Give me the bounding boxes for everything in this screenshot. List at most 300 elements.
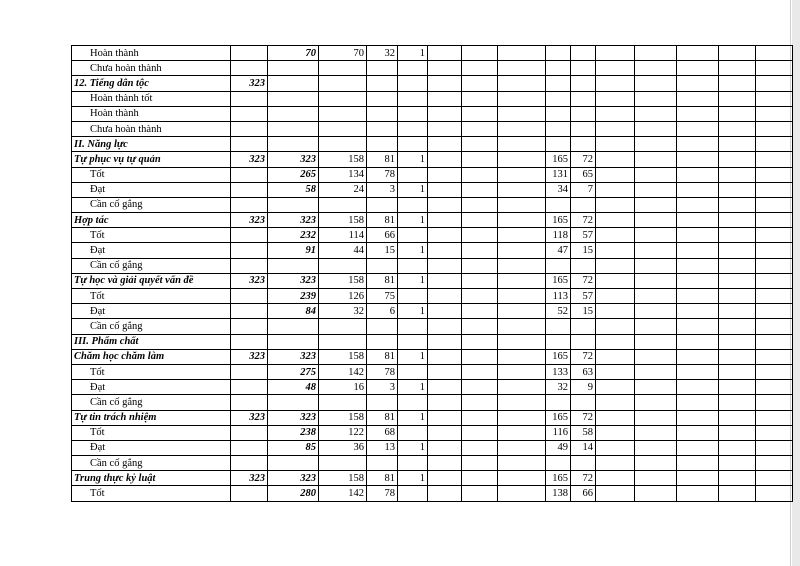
table-cell <box>635 91 677 106</box>
table-row <box>72 61 793 76</box>
table-cell: 1 <box>398 471 428 486</box>
table-cell <box>498 456 546 471</box>
table-cell <box>756 456 793 471</box>
table-cell <box>596 258 635 273</box>
row-label: Chưa hoàn thành <box>72 121 231 136</box>
table-cell <box>756 410 793 425</box>
table-cell <box>231 380 268 395</box>
table-cell <box>756 334 793 349</box>
table-cell <box>462 486 498 501</box>
table-cell: 14 <box>571 440 596 455</box>
table-cell <box>677 61 719 76</box>
table-cell <box>635 273 677 288</box>
row-label: Cần cố gắng <box>72 456 231 471</box>
table-row <box>72 425 793 440</box>
table-cell <box>498 121 546 136</box>
table-cell <box>756 486 793 501</box>
table-cell <box>756 167 793 182</box>
table-cell <box>462 213 498 228</box>
row-label: Cần cố gắng <box>72 319 231 334</box>
table-cell <box>462 456 498 471</box>
table-cell <box>428 106 462 121</box>
table-cell <box>462 46 498 61</box>
table-cell <box>498 76 546 91</box>
table-cell <box>462 258 498 273</box>
table-cell <box>677 182 719 197</box>
table-cell <box>756 182 793 197</box>
table-cell <box>462 380 498 395</box>
table-cell <box>677 456 719 471</box>
table-cell <box>635 121 677 136</box>
table-cell <box>498 425 546 440</box>
table-cell <box>398 364 428 379</box>
table-cell <box>677 334 719 349</box>
table-cell <box>462 197 498 212</box>
table-cell <box>398 395 428 410</box>
table-cell <box>596 121 635 136</box>
table-cell <box>398 137 428 152</box>
table-cell <box>231 395 268 410</box>
table-cell: 78 <box>367 364 398 379</box>
table-cell <box>677 167 719 182</box>
table-cell <box>498 410 546 425</box>
table-cell <box>462 410 498 425</box>
table-cell <box>635 440 677 455</box>
table-cell <box>231 456 268 471</box>
table-cell <box>367 319 398 334</box>
table-cell <box>398 61 428 76</box>
table-cell <box>319 258 367 273</box>
table-cell: 323 <box>231 273 268 288</box>
table-cell <box>677 486 719 501</box>
table-cell <box>498 228 546 243</box>
table-cell <box>677 349 719 364</box>
table-cell <box>719 228 756 243</box>
table-cell <box>719 258 756 273</box>
table-cell: 323 <box>231 349 268 364</box>
table-cell <box>428 197 462 212</box>
table-cell <box>231 121 268 136</box>
table-cell: 275 <box>268 364 319 379</box>
table-cell: 1 <box>398 304 428 319</box>
table-cell <box>719 61 756 76</box>
table-cell <box>462 289 498 304</box>
section-label: Hợp tác <box>72 213 231 228</box>
table-cell: 134 <box>319 167 367 182</box>
table-cell <box>462 395 498 410</box>
table-cell: 165 <box>546 273 571 288</box>
table-cell <box>635 486 677 501</box>
table-cell <box>635 334 677 349</box>
table-cell <box>428 167 462 182</box>
table-cell <box>677 197 719 212</box>
table-cell <box>677 364 719 379</box>
table-cell: 118 <box>546 228 571 243</box>
table-cell: 9 <box>571 380 596 395</box>
table-cell <box>635 106 677 121</box>
table-cell <box>231 258 268 273</box>
table-cell <box>635 289 677 304</box>
table-cell: 232 <box>268 228 319 243</box>
table-cell: 138 <box>546 486 571 501</box>
table-cell: 1 <box>398 182 428 197</box>
table-cell <box>498 61 546 76</box>
table-row <box>72 334 793 349</box>
row-label: Đạt <box>72 182 231 197</box>
table-cell: 280 <box>268 486 319 501</box>
table-cell <box>268 121 319 136</box>
table-cell <box>231 319 268 334</box>
table-cell <box>596 304 635 319</box>
table-cell <box>719 46 756 61</box>
table-cell <box>398 425 428 440</box>
table-cell <box>635 364 677 379</box>
table-cell <box>428 410 462 425</box>
table-cell <box>231 197 268 212</box>
table-cell <box>719 273 756 288</box>
table-cell <box>571 319 596 334</box>
table-cell <box>428 76 462 91</box>
table-cell <box>546 456 571 471</box>
table-cell <box>319 137 367 152</box>
table-cell <box>719 182 756 197</box>
table-cell <box>268 91 319 106</box>
table-body <box>72 46 793 502</box>
table-cell <box>428 213 462 228</box>
table-cell <box>398 228 428 243</box>
row-label: Đạt <box>72 380 231 395</box>
table-cell: 81 <box>367 273 398 288</box>
table-row <box>72 395 793 410</box>
table-cell: 114 <box>319 228 367 243</box>
table-cell <box>635 456 677 471</box>
table-cell: 72 <box>571 273 596 288</box>
table-cell: 66 <box>571 486 596 501</box>
table-cell: 34 <box>546 182 571 197</box>
table-cell: 265 <box>268 167 319 182</box>
table-cell <box>677 440 719 455</box>
statistics-table <box>71 45 793 502</box>
table-cell <box>462 440 498 455</box>
table-cell <box>462 167 498 182</box>
table-cell <box>719 213 756 228</box>
table-cell: 36 <box>319 440 367 455</box>
table-cell <box>596 167 635 182</box>
table-cell: 323 <box>268 471 319 486</box>
table-cell <box>719 197 756 212</box>
table-cell <box>635 410 677 425</box>
table-cell <box>719 425 756 440</box>
table-cell <box>319 319 367 334</box>
table-cell <box>635 304 677 319</box>
table-cell <box>677 91 719 106</box>
table-cell: 1 <box>398 380 428 395</box>
table-cell <box>756 76 793 91</box>
table-cell <box>498 364 546 379</box>
row-label: Tốt <box>72 167 231 182</box>
table-cell <box>756 440 793 455</box>
table-cell <box>498 258 546 273</box>
table-cell <box>596 334 635 349</box>
table-row <box>72 380 793 395</box>
table-cell <box>756 258 793 273</box>
table-cell: 165 <box>546 152 571 167</box>
table-cell <box>677 46 719 61</box>
table-cell <box>546 334 571 349</box>
table-cell <box>719 334 756 349</box>
table-cell <box>462 471 498 486</box>
table-cell <box>428 349 462 364</box>
table-cell: 323 <box>268 349 319 364</box>
table-cell: 113 <box>546 289 571 304</box>
table-row <box>72 76 793 91</box>
table-cell <box>596 425 635 440</box>
table-cell: 323 <box>268 410 319 425</box>
table-cell <box>428 182 462 197</box>
table-cell <box>231 61 268 76</box>
table-cell <box>756 152 793 167</box>
table-cell <box>398 334 428 349</box>
table-cell: 133 <box>546 364 571 379</box>
table-cell: 63 <box>571 364 596 379</box>
table-cell: 142 <box>319 364 367 379</box>
table-cell <box>462 334 498 349</box>
row-label: Hoàn thành tốt <box>72 91 231 106</box>
table-cell <box>635 152 677 167</box>
table-cell: 72 <box>571 410 596 425</box>
table-cell: 158 <box>319 273 367 288</box>
table-cell: 142 <box>319 486 367 501</box>
table-cell <box>498 471 546 486</box>
table-cell <box>756 228 793 243</box>
table-cell <box>462 152 498 167</box>
table-cell: 70 <box>319 46 367 61</box>
table-cell <box>596 91 635 106</box>
table-cell <box>398 289 428 304</box>
table-cell <box>677 395 719 410</box>
table-cell <box>635 46 677 61</box>
table-cell: 323 <box>231 471 268 486</box>
table-cell <box>635 380 677 395</box>
table-row <box>72 182 793 197</box>
table-cell: 72 <box>571 152 596 167</box>
table-cell: 81 <box>367 213 398 228</box>
table-row <box>72 349 793 364</box>
table-cell <box>462 304 498 319</box>
row-label: Tốt <box>72 289 231 304</box>
table-cell <box>719 364 756 379</box>
table-cell <box>319 334 367 349</box>
table-cell <box>231 182 268 197</box>
table-cell: 15 <box>571 304 596 319</box>
table-cell <box>367 137 398 152</box>
table-cell <box>428 380 462 395</box>
table-cell: 323 <box>268 273 319 288</box>
table-cell <box>462 364 498 379</box>
table-cell <box>367 121 398 136</box>
table-row <box>72 243 793 258</box>
table-cell <box>367 395 398 410</box>
table-cell: 78 <box>367 486 398 501</box>
table-cell: 6 <box>367 304 398 319</box>
table-cell <box>428 273 462 288</box>
table-cell <box>367 106 398 121</box>
table-cell <box>635 76 677 91</box>
table-cell <box>571 106 596 121</box>
table-cell: 239 <box>268 289 319 304</box>
table-cell <box>596 471 635 486</box>
table-cell <box>428 121 462 136</box>
table-cell: 70 <box>268 46 319 61</box>
table-cell <box>571 258 596 273</box>
table-cell <box>268 456 319 471</box>
table-cell <box>677 243 719 258</box>
table-cell <box>319 61 367 76</box>
table-row <box>72 121 793 136</box>
table-cell <box>498 46 546 61</box>
table-cell: 57 <box>571 228 596 243</box>
table-cell: 32 <box>319 304 367 319</box>
table-cell: 15 <box>571 243 596 258</box>
table-cell: 1 <box>398 440 428 455</box>
row-label: Cần cố gắng <box>72 395 231 410</box>
table-cell <box>571 61 596 76</box>
table-cell <box>596 410 635 425</box>
table-cell <box>268 197 319 212</box>
table-cell <box>719 349 756 364</box>
table-cell <box>596 137 635 152</box>
table-cell: 47 <box>546 243 571 258</box>
table-row <box>72 152 793 167</box>
table-cell <box>756 380 793 395</box>
table-cell <box>398 456 428 471</box>
table-cell <box>596 228 635 243</box>
table-cell <box>498 395 546 410</box>
section-label: Tự học và giải quyết vấn đề <box>72 273 231 288</box>
row-label: Hoàn thành <box>72 46 231 61</box>
table-cell: 323 <box>231 410 268 425</box>
table-row <box>72 137 793 152</box>
table-cell <box>677 258 719 273</box>
table-row <box>72 46 793 61</box>
table-cell <box>635 137 677 152</box>
table-cell <box>231 137 268 152</box>
table-cell <box>677 228 719 243</box>
table-cell <box>231 425 268 440</box>
table-cell: 158 <box>319 471 367 486</box>
table-cell <box>677 121 719 136</box>
table-row <box>72 91 793 106</box>
table-cell: 85 <box>268 440 319 455</box>
table-cell <box>635 61 677 76</box>
table-row <box>72 197 793 212</box>
table-cell <box>398 197 428 212</box>
row-label: Đạt <box>72 440 231 455</box>
table-cell <box>367 197 398 212</box>
table-cell <box>428 228 462 243</box>
table-cell <box>756 137 793 152</box>
table-cell <box>231 91 268 106</box>
table-cell <box>596 152 635 167</box>
table-cell <box>719 456 756 471</box>
table-cell: 165 <box>546 349 571 364</box>
table-cell <box>596 46 635 61</box>
table-cell <box>719 137 756 152</box>
table-cell <box>462 425 498 440</box>
table-cell <box>719 106 756 121</box>
table-cell <box>367 61 398 76</box>
table-cell <box>571 137 596 152</box>
section-label: II. Năng lực <box>72 137 231 152</box>
table-cell <box>498 273 546 288</box>
table-cell <box>677 319 719 334</box>
table-row <box>72 456 793 471</box>
table-cell: 48 <box>268 380 319 395</box>
section-label: Trung thực kỷ luật <box>72 471 231 486</box>
row-label: Chưa hoàn thành <box>72 61 231 76</box>
table-cell <box>596 364 635 379</box>
table-cell <box>677 425 719 440</box>
table-cell <box>596 61 635 76</box>
table-cell <box>498 213 546 228</box>
table-cell <box>756 213 793 228</box>
table-cell: 122 <box>319 425 367 440</box>
table-cell <box>428 258 462 273</box>
table-cell <box>719 380 756 395</box>
table-cell: 126 <box>319 289 367 304</box>
table-cell <box>635 228 677 243</box>
table-cell: 81 <box>367 349 398 364</box>
table-cell <box>677 106 719 121</box>
table-cell: 81 <box>367 471 398 486</box>
row-label: Cần cố gắng <box>72 197 231 212</box>
table-cell: 1 <box>398 46 428 61</box>
table-cell: 116 <box>546 425 571 440</box>
table-cell <box>231 364 268 379</box>
table-cell <box>635 319 677 334</box>
table-cell <box>635 167 677 182</box>
table-row <box>72 471 793 486</box>
table-row <box>72 106 793 121</box>
table-cell <box>498 334 546 349</box>
table-cell <box>756 46 793 61</box>
table-cell: 165 <box>546 213 571 228</box>
table-cell: 49 <box>546 440 571 455</box>
table-cell <box>719 486 756 501</box>
table-cell <box>268 76 319 91</box>
table-cell <box>367 76 398 91</box>
section-label: Tự phục vụ tự quản <box>72 152 231 167</box>
table-row <box>72 304 793 319</box>
table-cell <box>719 76 756 91</box>
table-cell <box>635 197 677 212</box>
table-cell: 78 <box>367 167 398 182</box>
table-cell <box>428 46 462 61</box>
table-cell <box>719 440 756 455</box>
table-cell <box>756 197 793 212</box>
table-cell: 1 <box>398 152 428 167</box>
table-cell <box>319 106 367 121</box>
table-cell <box>635 258 677 273</box>
table-cell <box>571 91 596 106</box>
table-cell: 1 <box>398 213 428 228</box>
table-cell <box>428 319 462 334</box>
table-cell: 24 <box>319 182 367 197</box>
table-cell <box>498 380 546 395</box>
table-cell <box>677 380 719 395</box>
table-cell <box>571 197 596 212</box>
table-cell <box>596 319 635 334</box>
